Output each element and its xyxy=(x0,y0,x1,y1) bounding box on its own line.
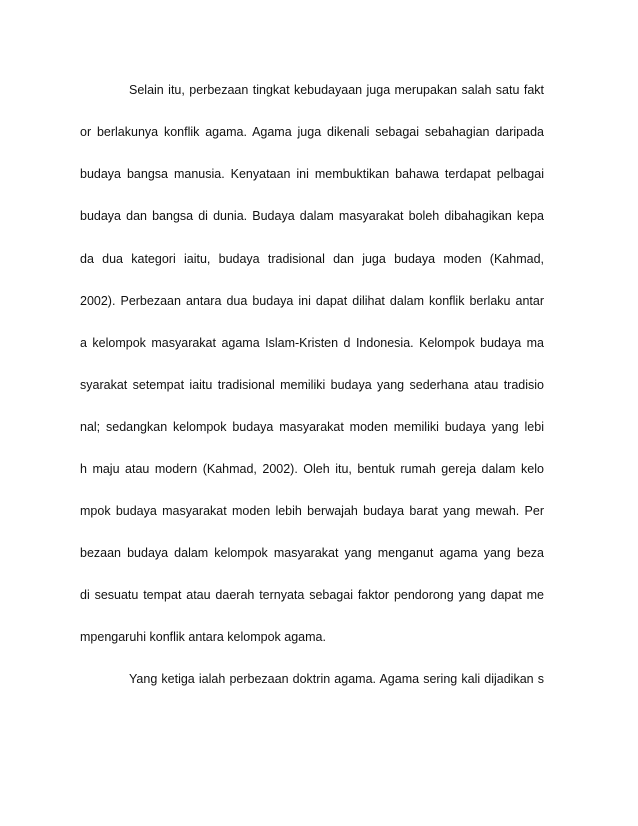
paragraph-1-line-11: mpok budaya masyarakat moden lebih berwajah budaya barat yang mewah. Per xyxy=(80,504,544,518)
paragraph-1-line-6: 2002). Perbezaan antara dua budaya ini dapat dilihat dalam konflik berlaku antar xyxy=(80,294,544,308)
paragraph-1-line-2: or berlakunya konflik agama. Agama juga dikenali sebagai sebahagian daripada xyxy=(80,125,544,139)
paragraph-1-line-1: Selain itu, perbezaan tingkat kebudayaan juga merupakan salah satu fakt xyxy=(129,83,544,97)
paragraph-1-line-13: di sesuatu tempat atau daerah ternyata sebagai faktor pendorong yang dapat me xyxy=(80,588,544,602)
paragraph-1-line-10: h maju atau modern (Kahmad, 2002). Oleh itu, bentuk rumah gereja dalam kelo xyxy=(80,462,544,476)
paragraph-2-line-1: Yang ketiga ialah perbezaan doktrin agama. Agama sering kali dijadikan s xyxy=(129,672,544,686)
paragraph-1-line-14: mpengaruhi konflik antara kelompok agama. xyxy=(80,630,326,644)
paragraph-1-line-8: syarakat setempat iaitu tradisional memiliki budaya yang sederhana atau tradisio xyxy=(80,378,544,392)
paragraph-1-line-9: nal; sedangkan kelompok budaya masyarakat moden memiliki budaya yang lebi xyxy=(80,420,544,434)
paragraph-1-line-12: bezaan budaya dalam kelompok masyarakat yang menganut agama yang beza xyxy=(80,546,544,560)
paragraph-1-line-4: budaya dan bangsa di dunia. Budaya dalam masyarakat boleh dibahagikan kepa xyxy=(80,209,544,223)
paragraph-1-line-5: da dua kategori iaitu, budaya tradisional dan juga budaya moden (Kahmad, xyxy=(80,252,544,266)
paragraph-1-line-7: a kelompok masyarakat agama Islam-Kristen d Indonesia. Kelompok budaya ma xyxy=(80,336,544,350)
paragraph-1-line-3: budaya bangsa manusia. Kenyataan ini membuktikan bahawa terdapat pelbagai xyxy=(80,167,544,181)
